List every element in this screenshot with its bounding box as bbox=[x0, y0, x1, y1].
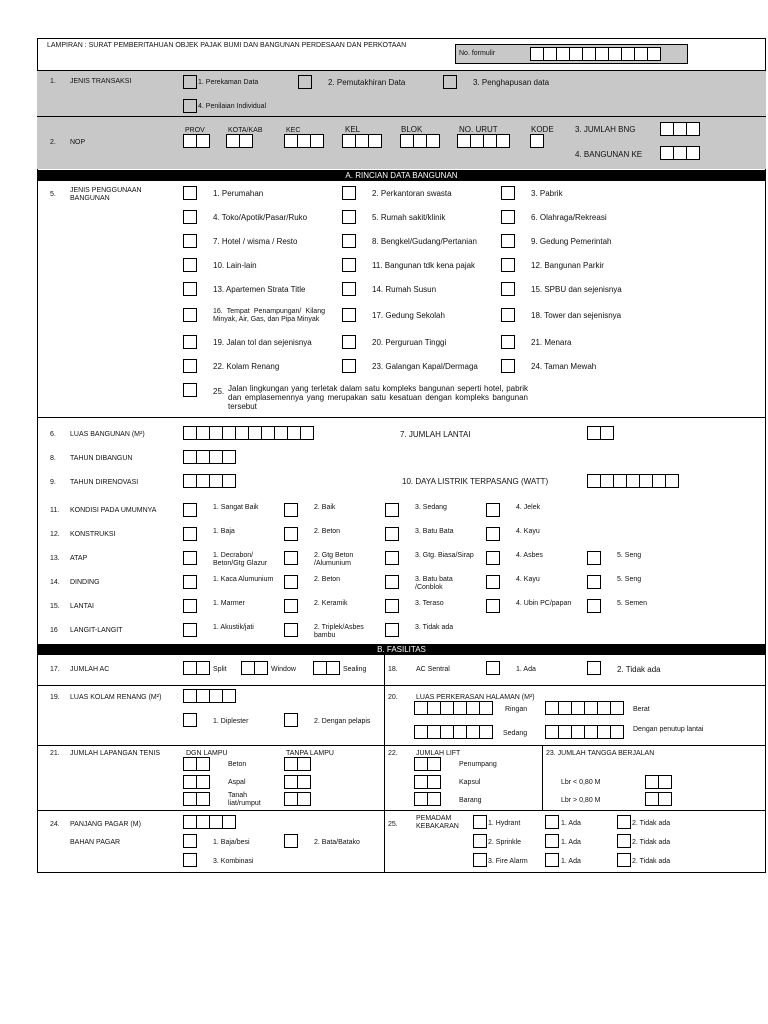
r11-opt2-label: 2. Baik bbox=[314, 504, 336, 511]
usage-23-label: 23. Galangan Kapal/Dermaga bbox=[372, 362, 478, 371]
hydrant-ada-checkbox[interactable] bbox=[545, 815, 559, 829]
sedang-label: Sedang bbox=[503, 730, 528, 737]
luas-bangunan-label: LUAS BANGUNAN (M²) bbox=[70, 431, 145, 438]
r13-opt2-label: 2. Gtg Beton /Alumunium bbox=[314, 552, 354, 567]
luas-bangunan-boxes[interactable] bbox=[183, 426, 313, 440]
divider bbox=[384, 745, 385, 872]
usage-24-checkbox[interactable] bbox=[501, 359, 515, 373]
sprinkle-ada-checkbox[interactable] bbox=[545, 834, 559, 848]
r14-opt4-checkbox[interactable] bbox=[486, 575, 500, 589]
tahun-dibangun-boxes[interactable] bbox=[183, 450, 235, 464]
usage-4-label: 4. Toko/Apotik/Pasar/Ruko bbox=[213, 213, 308, 222]
jenis-penggunaan-label: JENIS PENGGUNAAN BANGUNAN bbox=[70, 187, 142, 202]
baja-label: 1. Baja/besi bbox=[213, 839, 250, 846]
no-formulir-boxes[interactable] bbox=[530, 47, 660, 61]
divider bbox=[37, 417, 766, 418]
usage-8-checkbox[interactable] bbox=[342, 234, 356, 248]
row-number: 15. bbox=[50, 603, 60, 610]
r13-opt4-checkbox[interactable] bbox=[486, 551, 500, 565]
kolam-renang-label: LUAS KOLAM RENANG (M²) bbox=[70, 694, 162, 701]
r11-opt1-label: 1. Sangat Baik bbox=[213, 504, 259, 511]
usage-13-label: 13. Apartemen Strata Title bbox=[213, 285, 306, 294]
usage-11-label: 11. Bangunan tdk kena pajak bbox=[372, 261, 476, 270]
usage-19-checkbox[interactable] bbox=[183, 335, 197, 349]
daya-listrik-label: 10. DAYA LISTRIK TERPASANG (WATT) bbox=[402, 477, 549, 486]
usage-11-checkbox[interactable] bbox=[342, 258, 356, 272]
hydrant-tidak-checkbox[interactable] bbox=[617, 815, 631, 829]
tenis-tanah-dgn[interactable] bbox=[183, 792, 209, 806]
r16-opt3-checkbox[interactable] bbox=[385, 623, 399, 637]
usage-9-label: 9. Gedung Pemerintah bbox=[531, 237, 612, 246]
r16-opt1-label: 1. Akustik/jati bbox=[213, 624, 254, 631]
ac-sentral-tidak-label: 2. Tidak ada bbox=[617, 665, 661, 674]
usage-3-label: 3. Pabrik bbox=[531, 189, 563, 198]
row1-bg bbox=[37, 70, 766, 116]
kombinasi-label: 3. Kombinasi bbox=[213, 858, 254, 865]
firealarm-checkbox[interactable] bbox=[473, 853, 487, 867]
tenis-beton-dgn[interactable] bbox=[183, 757, 209, 771]
r11-opt3-label: 3. Sedang bbox=[415, 504, 447, 511]
tenis-tanah-tanpa[interactable] bbox=[284, 792, 310, 806]
penumpang-label: Penumpang bbox=[459, 761, 497, 768]
split-label: Split bbox=[213, 666, 227, 673]
diplester-label: 1. Diplester bbox=[213, 718, 249, 725]
r12-opt2-checkbox[interactable] bbox=[284, 527, 298, 541]
r15-opt3-checkbox[interactable] bbox=[385, 599, 399, 613]
usage-13-checkbox[interactable] bbox=[183, 282, 197, 296]
usage-8-label: 8. Bengkel/Gudang/Pertanian bbox=[372, 237, 477, 246]
firealarm-tidak-checkbox[interactable] bbox=[617, 853, 631, 867]
row-number: 8. bbox=[50, 455, 56, 462]
baja-checkbox[interactable] bbox=[183, 834, 197, 848]
divider bbox=[37, 70, 766, 71]
r12-opt2-label: 2. Beton bbox=[314, 528, 341, 535]
dengan-pelapis-label: 2. Dengan pelapis bbox=[314, 718, 371, 725]
usage-19-label: 19. Jalan tol dan sejenisnya bbox=[213, 338, 312, 347]
kode-boxes[interactable] bbox=[530, 134, 543, 148]
divider bbox=[37, 685, 766, 686]
row-number: 6. bbox=[50, 431, 56, 438]
r13-opt3-checkbox[interactable] bbox=[385, 551, 399, 565]
r12-opt3-checkbox[interactable] bbox=[385, 527, 399, 541]
ac-sentral-label: AC Sentral bbox=[416, 666, 450, 673]
r15-opt5-checkbox[interactable] bbox=[587, 599, 601, 613]
divider bbox=[384, 810, 766, 811]
usage-16-label: 16. Tempat Penampungan/ Kilang Minyak, Air, Gas, dan Pipa Minyak bbox=[213, 308, 325, 323]
daya-listrik-boxes[interactable] bbox=[587, 474, 678, 488]
row-number: 5. bbox=[50, 191, 56, 198]
sprinkle-ada-label: 1. Ada bbox=[561, 839, 581, 846]
usage-21-checkbox[interactable] bbox=[501, 335, 515, 349]
lift-barang-boxes[interactable] bbox=[414, 792, 440, 806]
r14-opt3-checkbox[interactable] bbox=[385, 575, 399, 589]
r15-opt2-label: 2. Keramik bbox=[314, 600, 348, 607]
tangga-kurang-boxes[interactable] bbox=[645, 775, 671, 789]
pemadam-label: PEMADAM KEBAKARAN bbox=[416, 815, 459, 830]
divider bbox=[542, 745, 543, 810]
row-number: 12. bbox=[50, 531, 60, 538]
berat-boxes[interactable] bbox=[545, 701, 623, 715]
usage-1-checkbox[interactable] bbox=[183, 186, 197, 200]
jenis-transaksi-label: JENIS TRANSAKSI bbox=[70, 78, 132, 85]
blok-label: BLOK bbox=[401, 125, 423, 134]
r13-opt3-label: 3. Gtg. Biasa/Sirap bbox=[415, 552, 474, 559]
r13-opt4-label: 4. Asbes bbox=[516, 552, 543, 559]
jumlah-bng-label: 3. JUMLAH BNG bbox=[575, 125, 636, 134]
penghapusan-checkbox[interactable] bbox=[443, 75, 457, 89]
usage-10-label: 10. Lain-lain bbox=[213, 261, 257, 270]
r16-opt3-label: 3. Tidak ada bbox=[415, 624, 454, 631]
divider bbox=[37, 745, 766, 746]
usage-20-label: 20. Perguruan Tinggi bbox=[372, 338, 447, 347]
r15-opt2-checkbox[interactable] bbox=[284, 599, 298, 613]
usage-12-checkbox[interactable] bbox=[501, 258, 515, 272]
row-number: 19. bbox=[50, 694, 60, 701]
row-number: 13. bbox=[50, 555, 60, 562]
r13-opt1-label: 1. Decrabon/ Beton/Gtg Glazur bbox=[213, 552, 268, 567]
no-formulir-label: No. formulir bbox=[459, 50, 496, 57]
row-number: 9. bbox=[50, 479, 56, 486]
r13-opt5-label: 5. Seng bbox=[617, 552, 642, 559]
hydrant-ada-label: 1. Ada bbox=[561, 820, 581, 827]
r15-opt4-checkbox[interactable] bbox=[486, 599, 500, 613]
prov-boxes[interactable] bbox=[183, 134, 209, 148]
r15-opt1-label: 1. Marmer bbox=[213, 600, 245, 607]
r14-opt2-checkbox[interactable] bbox=[284, 575, 298, 589]
sprinkle-tidak-checkbox[interactable] bbox=[617, 834, 631, 848]
ac-split-boxes[interactable] bbox=[183, 661, 209, 675]
usage-22-label: 22. Kolam Renang bbox=[213, 362, 280, 371]
nourut-boxes[interactable] bbox=[457, 134, 509, 148]
r16-opt1-checkbox[interactable] bbox=[183, 623, 197, 637]
tenis-aspal-tanpa[interactable] bbox=[284, 775, 310, 789]
r12-label: KONSTRUKSI bbox=[70, 531, 116, 538]
usage-14-label: 14. Rumah Susun bbox=[372, 285, 437, 294]
r11-opt4-checkbox[interactable] bbox=[486, 503, 500, 517]
kec-label: KEC bbox=[286, 127, 301, 134]
usage-18-checkbox[interactable] bbox=[501, 308, 515, 322]
divider bbox=[37, 116, 766, 117]
sedang-boxes[interactable] bbox=[414, 725, 492, 739]
usage-9-checkbox[interactable] bbox=[501, 234, 515, 248]
usage-25-label: Jalan lingkungan yang terletak dalam satu kompleks bangunan seperti hotel, pabrik dan emplasemennya yang merupakan satu kesatuan dengan kompleks bangunan tersebut bbox=[228, 384, 528, 411]
r13-opt2-checkbox[interactable] bbox=[284, 551, 298, 565]
row-number: 16 bbox=[50, 627, 58, 634]
row-number: 21. bbox=[50, 750, 60, 757]
section-a-header: A. RINCIAN DATA BANGUNAN bbox=[37, 170, 766, 181]
kotakab-boxes[interactable] bbox=[226, 134, 252, 148]
berat-label: Berat bbox=[633, 706, 650, 713]
r15-label: LANTAI bbox=[70, 603, 94, 610]
r12-opt4-checkbox[interactable] bbox=[486, 527, 500, 541]
usage-10-checkbox[interactable] bbox=[183, 258, 197, 272]
ac-sentral-ada-label: 1. Ada bbox=[516, 666, 536, 673]
row-number: 1. bbox=[50, 78, 56, 85]
sealing-label: Sealing bbox=[343, 666, 367, 673]
row-number: 20. bbox=[388, 694, 398, 701]
jumlah-bng-boxes[interactable] bbox=[660, 122, 699, 136]
usage-20-checkbox[interactable] bbox=[342, 335, 356, 349]
r14-opt1-label: 1. Kaca Alumunium bbox=[213, 576, 274, 583]
firealarm-tidak-label: 2. Tidak ada bbox=[632, 858, 671, 865]
tenis-aspal-dgn[interactable] bbox=[183, 775, 209, 789]
usage-1-label: 1. Perumahan bbox=[213, 189, 264, 198]
row-number: 22. bbox=[388, 750, 398, 757]
perkerasan-label: LUAS PERKERASAN HALAMAN (M²) bbox=[416, 694, 535, 701]
r16-opt2-checkbox[interactable] bbox=[284, 623, 298, 637]
perekaman-checkbox[interactable] bbox=[183, 75, 197, 89]
usage-14-checkbox[interactable] bbox=[342, 282, 356, 296]
lbr-lebih-label: Lbr > 0,80 M bbox=[561, 797, 601, 804]
r12-opt1-label: 1. Baja bbox=[213, 528, 235, 535]
lift-kapsul-boxes[interactable] bbox=[414, 775, 440, 789]
usage-16-checkbox[interactable] bbox=[183, 308, 197, 322]
hydrant-checkbox[interactable] bbox=[473, 815, 487, 829]
hydrant-label: 1. Hydrant bbox=[488, 820, 521, 827]
r11-label: KONDISI PADA UMUMNYA bbox=[70, 507, 157, 514]
sprinkle-label: 2. Sprinkle bbox=[488, 839, 522, 846]
jumlah-ac-label: JUMLAH AC bbox=[70, 666, 110, 673]
pemutakhiran-checkbox[interactable] bbox=[298, 75, 312, 89]
penilaian-checkbox[interactable] bbox=[183, 99, 197, 113]
r16-opt2-label: 2. Triplek/Asbes bambu bbox=[314, 624, 364, 639]
tanah-label: Tanah liat/rumput bbox=[228, 792, 261, 807]
r11-opt2-checkbox[interactable] bbox=[284, 503, 298, 517]
firealarm-ada-checkbox[interactable] bbox=[545, 853, 559, 867]
perekaman-label: 1. Perekaman Data bbox=[198, 79, 259, 86]
diplester-checkbox[interactable] bbox=[183, 713, 197, 727]
bangunan-ke-label: 4. BANGUNAN KE bbox=[575, 150, 643, 159]
divider bbox=[37, 810, 384, 811]
kel-label: KEL bbox=[345, 125, 361, 134]
jumlah-lift-label: JUMLAH LIFT bbox=[416, 750, 461, 757]
lampiran-text: LAMPIRAN : SURAT PEMBERITAHUAN OBJEK PAJAK BUMI DAN BANGUNAN PERDESAAN DAN PERKOTAAN bbox=[47, 42, 407, 49]
usage-22-checkbox[interactable] bbox=[183, 359, 197, 373]
r14-opt5-label: 5. Seng bbox=[617, 576, 642, 583]
r16-label: LANGIT-LANGIT bbox=[70, 627, 123, 634]
tangga-lebih-boxes[interactable] bbox=[645, 792, 671, 806]
panjang-pagar-label: PANJANG PAGAR (M) bbox=[70, 821, 141, 828]
section-b-header: B. FASILITAS bbox=[37, 644, 766, 655]
usage-7-checkbox[interactable] bbox=[183, 234, 197, 248]
r14-opt4-label: 4. Kayu bbox=[516, 576, 540, 583]
usage-15-label: 15. SPBU dan sejenisnya bbox=[531, 285, 622, 294]
kombinasi-checkbox[interactable] bbox=[183, 853, 197, 867]
kode-label: KODE bbox=[531, 125, 554, 134]
kapsul-label: Kapsul bbox=[459, 779, 481, 786]
kec-boxes[interactable] bbox=[284, 134, 323, 148]
kel-boxes[interactable] bbox=[342, 134, 381, 148]
usage-7-label: 7. Hotel / wisma / Resto bbox=[213, 237, 298, 246]
window-label: Window bbox=[271, 666, 296, 673]
r13-label: ATAP bbox=[70, 555, 88, 562]
usage-6-checkbox[interactable] bbox=[501, 210, 515, 224]
jumlah-lantai-boxes[interactable] bbox=[587, 426, 613, 440]
bangunan-ke-boxes[interactable] bbox=[660, 146, 699, 160]
r14-opt1-checkbox[interactable] bbox=[183, 575, 197, 589]
usage-17-label: 17. Gedung Sekolah bbox=[372, 311, 445, 320]
usage-4-checkbox[interactable] bbox=[183, 210, 197, 224]
r14-label: DINDING bbox=[70, 579, 100, 586]
tanpa-lampu-label: TANPA LAMPU bbox=[286, 750, 334, 757]
usage-25-num: 25. bbox=[213, 387, 225, 396]
usage-3-checkbox[interactable] bbox=[501, 186, 515, 200]
row-number: 25. bbox=[388, 821, 398, 828]
beton-label: Beton bbox=[228, 761, 247, 768]
prov-label: PROV bbox=[185, 127, 205, 134]
tahun-dibangun-label: TAHUN DIBANGUN bbox=[70, 455, 133, 462]
r14-opt3-label: 3. Batu bata /Conblok bbox=[415, 576, 453, 591]
row-number: 24. bbox=[50, 821, 60, 828]
usage-21-label: 21. Menara bbox=[531, 338, 572, 347]
usage-2-checkbox[interactable] bbox=[342, 186, 356, 200]
tahun-direnovasi-label: TAHUN DIRENOVASI bbox=[70, 479, 139, 486]
ac-sentral-tidak-checkbox[interactable] bbox=[587, 661, 601, 675]
r13-opt5-checkbox[interactable] bbox=[587, 551, 601, 565]
blok-boxes[interactable] bbox=[400, 134, 439, 148]
usage-6-label: 6. Olahraga/Rekreasi bbox=[531, 213, 607, 222]
row-number: 2. bbox=[50, 139, 56, 146]
usage-18-label: 18. Tower dan sejenisnya bbox=[531, 311, 622, 320]
r15-opt4-label: 4. Ubin PC/papan bbox=[516, 600, 572, 607]
form-bottom-border bbox=[37, 872, 766, 873]
tenis-beton-tanpa[interactable] bbox=[284, 757, 310, 771]
r15-opt1-checkbox[interactable] bbox=[183, 599, 197, 613]
usage-2-label: 2. Perkantoran swasta bbox=[372, 189, 452, 198]
sprinkle-checkbox[interactable] bbox=[473, 834, 487, 848]
firealarm-ada-label: 1. Ada bbox=[561, 858, 581, 865]
ringan-boxes[interactable] bbox=[414, 701, 492, 715]
penutup-label: Dengan penutup lantai bbox=[633, 726, 704, 733]
divider bbox=[384, 655, 385, 685]
panjang-pagar-boxes[interactable] bbox=[183, 815, 235, 829]
row-number: 11. bbox=[50, 507, 60, 514]
kotakab-label: KOTA/KAB bbox=[228, 127, 263, 134]
bata-checkbox[interactable] bbox=[284, 834, 298, 848]
form-top-border bbox=[37, 38, 766, 39]
r15-opt3-label: 3. Teraso bbox=[415, 600, 444, 607]
r14-opt2-label: 2. Beton bbox=[314, 576, 341, 583]
tahun-direnovasi-boxes[interactable] bbox=[183, 474, 235, 488]
lapangan-tenis-label: JUMLAH LAPANGAN TENIS bbox=[70, 750, 160, 757]
barang-label: Barang bbox=[459, 797, 482, 804]
row-number: 18. bbox=[388, 666, 398, 673]
lbr-kurang-label: Lbr < 0,80 M bbox=[561, 779, 601, 786]
aspal-label: Aspal bbox=[228, 779, 246, 786]
pemutakhiran-label: 2. Pemutakhiran Data bbox=[328, 78, 406, 87]
row-number: 14. bbox=[50, 579, 60, 586]
r13-opt1-checkbox[interactable] bbox=[183, 551, 197, 565]
r11-opt3-checkbox[interactable] bbox=[385, 503, 399, 517]
ac-window-boxes[interactable] bbox=[241, 661, 267, 675]
hydrant-tidak-label: 2. Tidak ada bbox=[632, 820, 671, 827]
r12-opt4-label: 4. Kayu bbox=[516, 528, 540, 535]
usage-5-label: 5. Rumah sakit/klinik bbox=[372, 213, 446, 222]
penilaian-label: 4. Penilaian Individual bbox=[198, 103, 267, 110]
penghapusan-label: 3. Penghapusan data bbox=[473, 78, 550, 87]
ac-sentral-ada-checkbox[interactable] bbox=[486, 661, 500, 675]
usage-24-label: 24. Taman Mewah bbox=[531, 362, 597, 371]
bata-label: 2. Bata/Batako bbox=[314, 839, 360, 846]
lift-penumpang-boxes[interactable] bbox=[414, 757, 440, 771]
firealarm-label: 3. Fire Alarm bbox=[488, 858, 528, 865]
usage-17-checkbox[interactable] bbox=[342, 308, 356, 322]
usage-5-checkbox[interactable] bbox=[342, 210, 356, 224]
nourut-label: NO. URUT bbox=[459, 125, 498, 134]
usage-25-checkbox[interactable] bbox=[183, 383, 197, 397]
sprinkle-tidak-label: 2. Tidak ada bbox=[632, 839, 671, 846]
r11-opt1-checkbox[interactable] bbox=[183, 503, 197, 517]
usage-12-label: 12. Bangunan Parkir bbox=[531, 261, 604, 270]
r15-opt5-label: 5. Semen bbox=[617, 600, 647, 607]
divider bbox=[384, 685, 385, 745]
usage-15-checkbox[interactable] bbox=[501, 282, 515, 296]
dengan-pelapis-checkbox[interactable] bbox=[284, 713, 298, 727]
kolam-renang-boxes[interactable] bbox=[183, 689, 235, 703]
usage-23-checkbox[interactable] bbox=[342, 359, 356, 373]
bahan-pagar-label: BAHAN PAGAR bbox=[70, 839, 121, 846]
tangga-berjalan-label: 23. JUMLAH TANGGA BERJALAN bbox=[546, 750, 655, 757]
r11-opt4-label: 4. Jelek bbox=[516, 504, 541, 511]
dgn-lampu-label: DGN LAMPU bbox=[186, 750, 228, 757]
penutup-boxes[interactable] bbox=[545, 725, 623, 739]
ac-sealing-boxes[interactable] bbox=[313, 661, 339, 675]
r14-opt5-checkbox[interactable] bbox=[587, 575, 601, 589]
r12-opt3-label: 3. Batu Bata bbox=[415, 528, 454, 535]
row-number: 17. bbox=[50, 666, 60, 673]
ringan-label: Ringan bbox=[505, 706, 528, 713]
jumlah-lantai-label: 7. JUMLAH LANTAI bbox=[400, 430, 471, 439]
nop-label: NOP bbox=[70, 139, 86, 146]
r12-opt1-checkbox[interactable] bbox=[183, 527, 197, 541]
